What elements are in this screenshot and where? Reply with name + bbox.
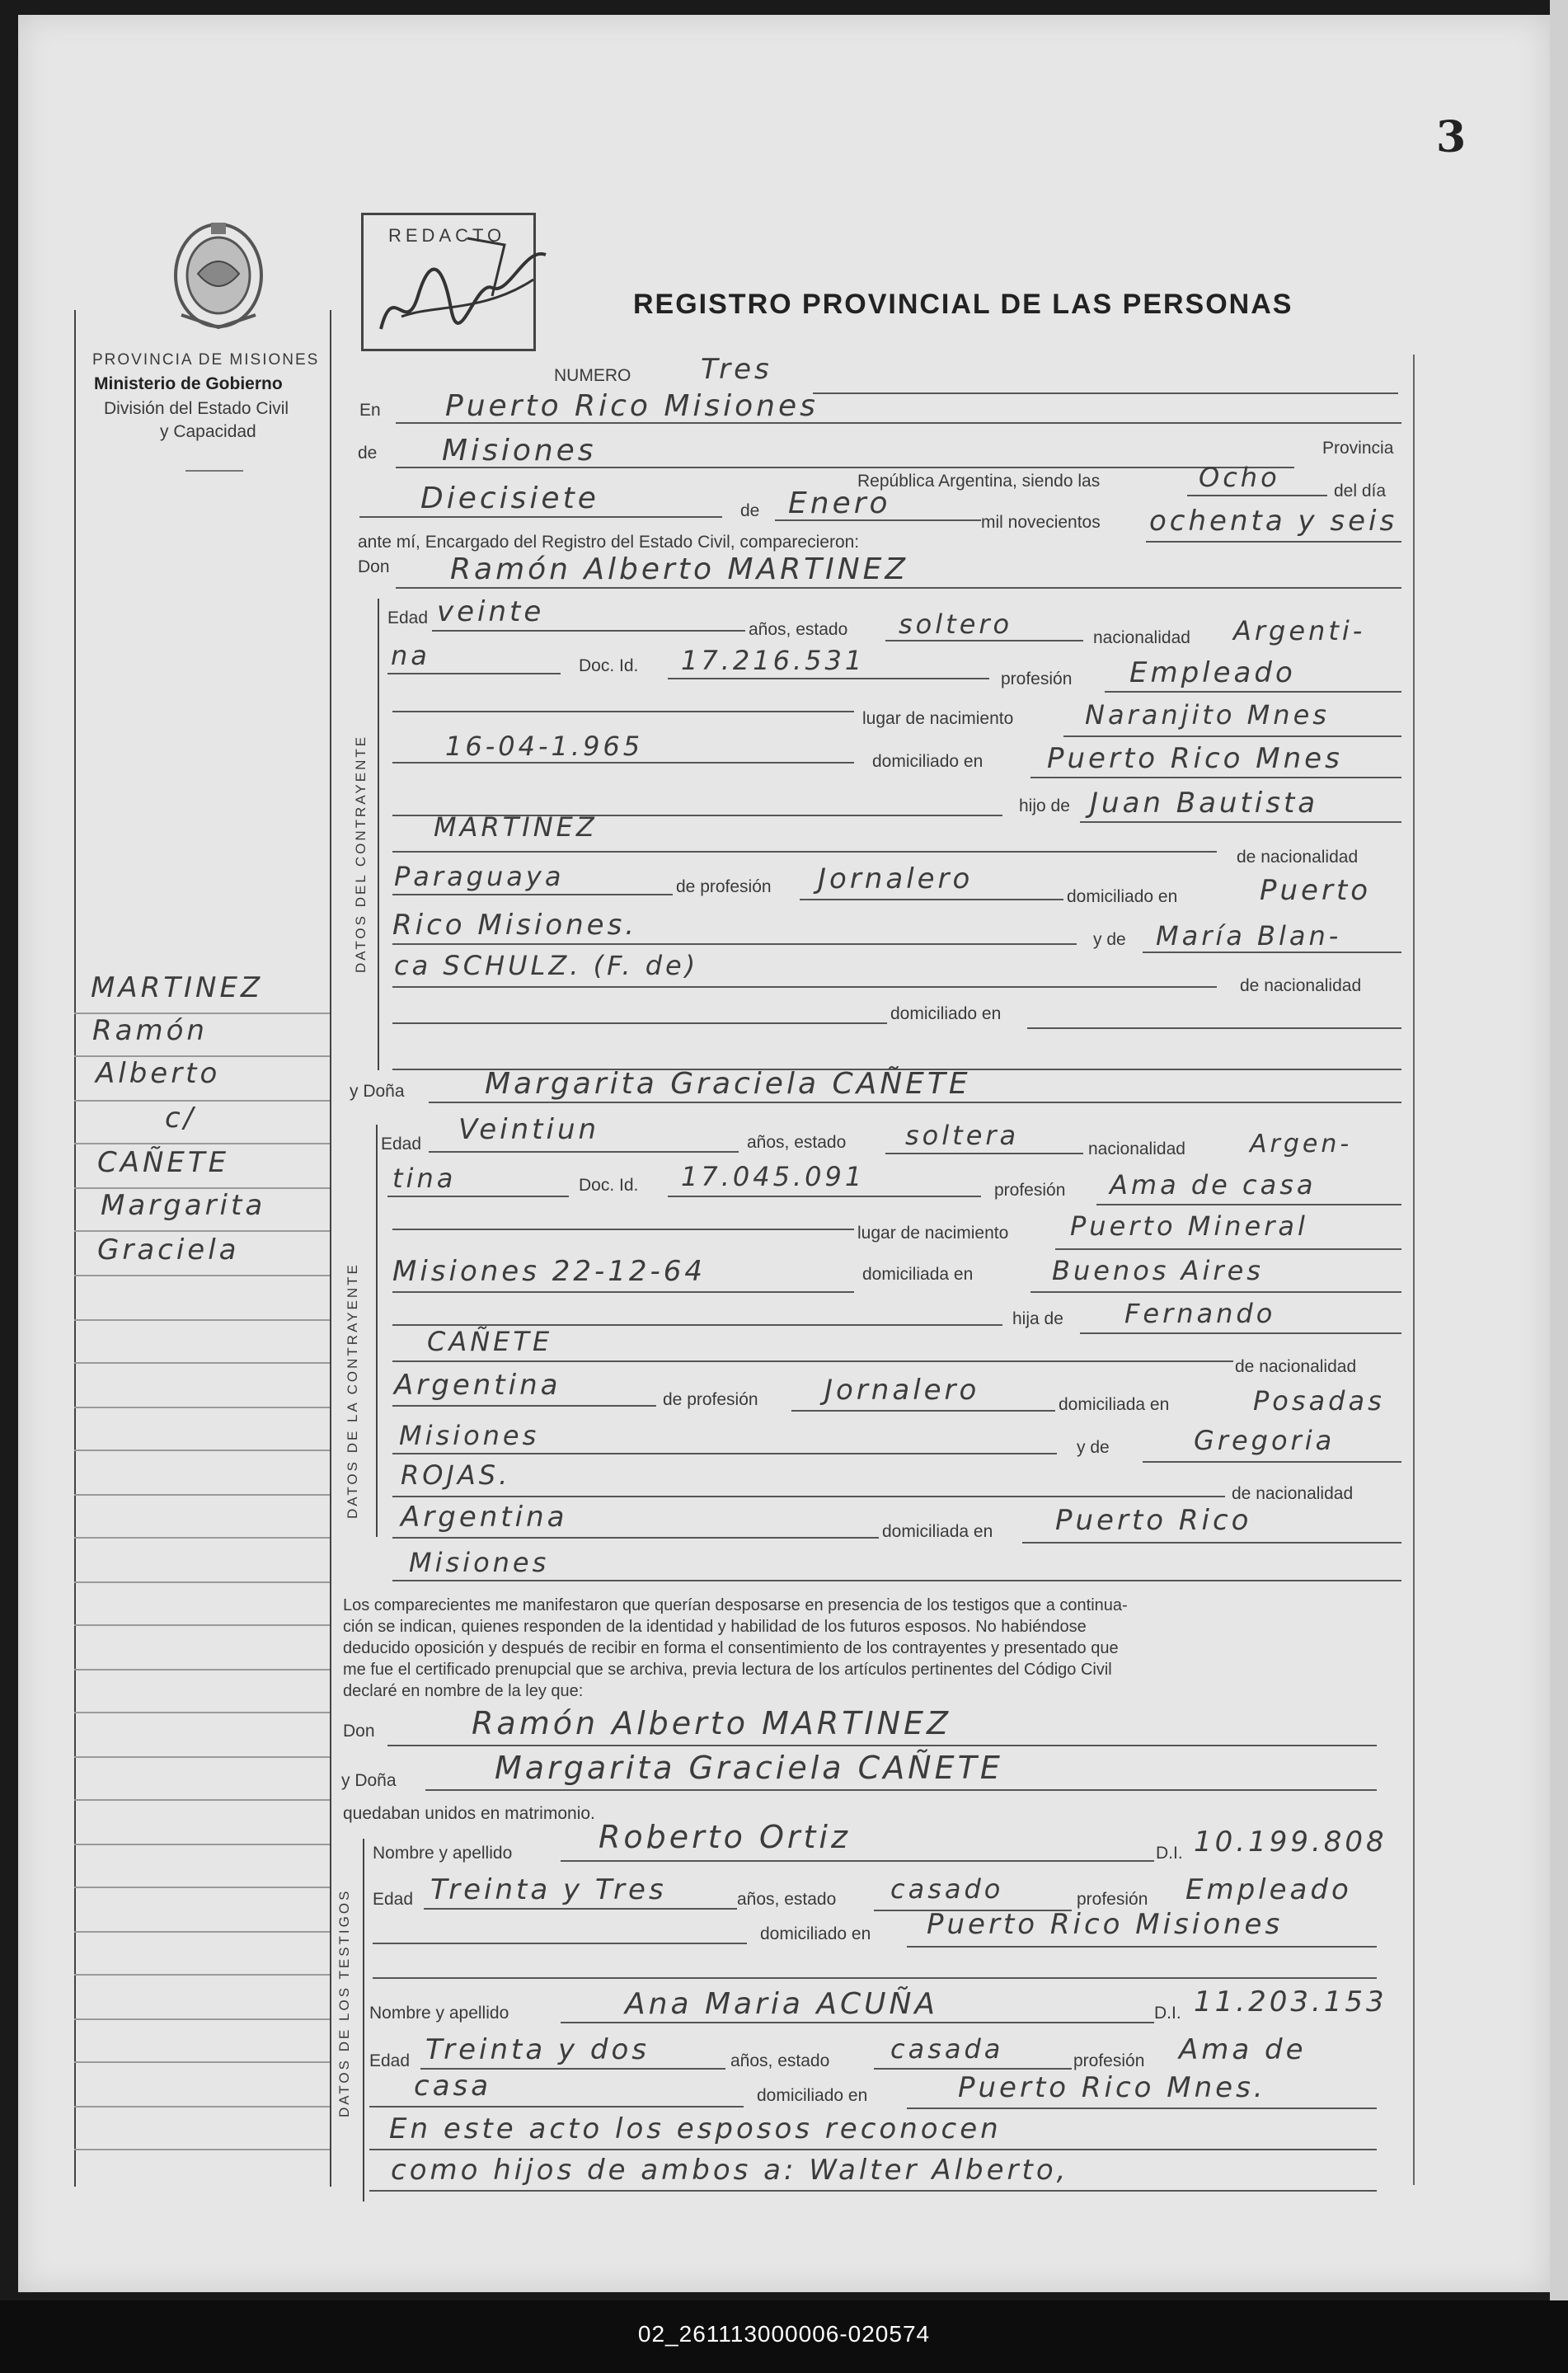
rule [907, 2108, 1377, 2109]
de-nacionalidad-label: de nacionalidad [1240, 976, 1362, 995]
rule [1146, 541, 1401, 543]
witness1-di: 10.199.808 [1194, 1826, 1387, 1858]
bride-age: Veintiun [458, 1113, 600, 1146]
domicilio-label: domiciliado en [872, 752, 984, 771]
rule [425, 1789, 1377, 1791]
de-label: de [358, 444, 378, 463]
rule [392, 851, 1217, 853]
anos-label: años, estado [730, 2051, 830, 2070]
y-de-label: y de [1077, 1438, 1110, 1457]
edad-label: Edad [381, 1135, 422, 1154]
rule [1187, 495, 1327, 496]
rule [1022, 1542, 1401, 1544]
en-label: En [359, 401, 381, 420]
provincial-seal [165, 216, 272, 331]
domicilio-label: domiciliado en [1067, 887, 1178, 906]
stub-rule [74, 1055, 330, 1057]
stub-rule [74, 1450, 330, 1451]
note-line: como hijos de ambos a: Walter Alberto, [391, 2154, 1069, 2187]
rule [668, 1196, 981, 1197]
stub-rule [74, 1624, 330, 1626]
rule [373, 1977, 1377, 1979]
stub-rule [74, 2018, 330, 2020]
witness2-age: Treinta y dos [425, 2033, 650, 2066]
stub-border [74, 310, 76, 2187]
agency-province: PROVINCIA DE MISIONES [92, 351, 320, 369]
margin-note-line: Alberto [96, 1057, 221, 1090]
edad-label: Edad [387, 609, 429, 627]
anos-label: años, estado [747, 1133, 847, 1152]
stub-rule [74, 1887, 330, 1888]
rule [392, 1580, 1401, 1581]
page-number: 3 [1436, 112, 1467, 162]
mil-label: mil novecientos [981, 513, 1101, 532]
stub-rule [74, 1319, 330, 1321]
section-bracket [378, 599, 379, 1070]
stub-rule [74, 1537, 330, 1539]
bride-address: Buenos Aires [1052, 1255, 1264, 1286]
groom-address: Puerto Rico Mnes [1047, 742, 1343, 775]
witness1-age: Treinta y Tres [430, 1873, 667, 1906]
stub-rule [74, 1362, 330, 1364]
rule [392, 894, 673, 895]
declaration-text: Los comparecientes me manifestaron que querían desposarse en presencia de los testigos que a continua- [343, 1596, 1128, 1614]
groom-name: Ramón Alberto MARTINEZ [450, 552, 909, 586]
section-label-groom: DATOS DEL CONTRAYENTE [353, 734, 369, 973]
witness2-profession-cont: casa [414, 2070, 492, 2103]
stub-rule [74, 1494, 330, 1496]
margin-note-line: CAÑETE [97, 1146, 230, 1179]
rule [387, 1745, 1377, 1746]
bride-father: Fernando [1124, 1298, 1276, 1329]
rule [396, 422, 1401, 424]
declaration-text: ción se indican, quienes responden de la identidad y habilidad de los futuros esposos. No habiéndose [343, 1618, 1087, 1636]
di-label: D.I. [1154, 2004, 1181, 2023]
groom-father-address-cont: Rico Misiones. [392, 909, 638, 942]
lugar-label: lugar de nacimiento [857, 1224, 1009, 1243]
place-value: Puerto Rico Misiones [445, 389, 819, 423]
rule [800, 899, 1063, 900]
rule [668, 678, 989, 679]
rule [392, 711, 854, 712]
groom-status: soltero [899, 609, 1013, 640]
rule [1080, 1332, 1401, 1334]
rule [907, 1946, 1377, 1948]
nacionalidad-label: nacionalidad [1093, 628, 1190, 647]
declaration-text: deducido oposición y después de recibir en forma el consentimiento de los contrayentes y presentado que [343, 1639, 1119, 1657]
domicilio-label: domiciliada en [862, 1265, 974, 1284]
groom-doc: 17.216.531 [681, 645, 866, 676]
bride-doc: 17.045.091 [681, 1161, 866, 1192]
rule [561, 2022, 1154, 2023]
section-label-witnesses: DATOS DE LOS TESTIGOS [336, 1888, 352, 2117]
groom-mother: María Blan- [1156, 920, 1342, 952]
de-profesion-label: de profesión [676, 877, 772, 896]
domicilio-label: domiciliada en [882, 1522, 993, 1541]
rule [396, 467, 1294, 468]
rule [561, 1860, 1154, 1862]
groom-birthplace: Naranjito Mnes [1085, 699, 1330, 731]
bride-mother-surname: ROJAS. [401, 1459, 511, 1491]
groom-father: Juan Bautista [1090, 787, 1319, 820]
hija-label: hija de [1012, 1309, 1063, 1328]
de-profesion-label: de profesión [663, 1390, 758, 1409]
redacto-stamp [361, 213, 536, 351]
bride-father-nationality: Argentina [394, 1369, 561, 1402]
section-label-bride: DATOS DE LA CONTRAYENTE [345, 1262, 360, 1519]
de-nacionalidad-label: de nacionalidad [1235, 1357, 1357, 1376]
margin-note-line: MARTINEZ [91, 971, 264, 1004]
rule [392, 1405, 656, 1407]
domicilio-label: domiciliado en [760, 1924, 871, 1943]
rule [424, 1908, 737, 1910]
declaration-text: declaré en nombre de la ley que: [343, 1682, 584, 1700]
bride-father-address: Posadas [1253, 1385, 1385, 1417]
bride-birthplace: Puerto Mineral [1070, 1210, 1308, 1242]
edad-label: Edad [373, 1890, 414, 1909]
witness2-profession: Ama de [1179, 2033, 1307, 2066]
rule [392, 762, 854, 764]
stub-rule [74, 1275, 330, 1276]
bride-mother-nationality: Argentina [401, 1501, 568, 1534]
section-bracket [376, 1125, 378, 1537]
stub-rule [74, 1100, 330, 1102]
don-label: Don [343, 1722, 375, 1741]
witness2-di: 11.203.153 [1194, 1985, 1387, 2018]
stub-rule [74, 1799, 330, 1801]
rule [387, 673, 561, 674]
del-dia-label: del día [1334, 482, 1387, 500]
stub-rule [74, 1974, 330, 1976]
witness2-status: casada [890, 2033, 1004, 2065]
register-title: REGISTRO PROVINCIAL DE LAS PERSONAS [633, 289, 1293, 320]
agency-ministry: Ministerio de Gobierno [94, 374, 283, 393]
y-de-label: y de [1093, 930, 1126, 949]
stub-rule [74, 1581, 330, 1583]
doc-label: Doc. Id. [579, 1176, 639, 1195]
bride-mother: Gregoria [1194, 1425, 1336, 1456]
groom-nationality: Argenti- [1233, 615, 1366, 646]
right-border [1413, 355, 1415, 2185]
bride-nationality-cont: tina [392, 1163, 457, 1194]
rule [392, 1022, 887, 1024]
profesion-label: profesión [1001, 670, 1073, 688]
declaration-text: me fue el certificado prenupcial que se archiva, previa lectura de los artículos pertinentes del Código Civil [343, 1661, 1112, 1679]
rule [885, 640, 1083, 641]
month-value: Enero [788, 486, 891, 520]
de-nacionalidad-label: de nacionalidad [1232, 1484, 1354, 1503]
stub-rule [74, 1712, 330, 1713]
bride-father-surname: CAÑETE [427, 1326, 553, 1357]
rule [1030, 1291, 1401, 1293]
dona-label: y Doña [341, 1771, 397, 1790]
rule [373, 1943, 747, 1944]
rule [369, 2106, 744, 2108]
profesion-label: profesión [1077, 1890, 1148, 1909]
profesion-label: profesión [994, 1181, 1066, 1200]
groom-father-address: Puerto [1260, 874, 1372, 907]
agency-division: División del Estado Civil [104, 399, 289, 418]
stub-divider [330, 310, 331, 2187]
year-value: ochenta y seis [1149, 505, 1398, 538]
rule [874, 2068, 1072, 2070]
rule [1096, 1204, 1401, 1205]
declared-groom: Ramón Alberto MARTINEZ [472, 1705, 952, 1741]
rule [396, 587, 1401, 589]
rule [885, 1153, 1083, 1154]
rule [1080, 821, 1401, 823]
rule [392, 1360, 1233, 1362]
rule [432, 630, 745, 632]
rule [392, 943, 1077, 945]
section-bracket [363, 1839, 364, 2201]
margin-note-line: Ramón [92, 1014, 208, 1047]
rule [1143, 1461, 1401, 1463]
margin-note-line: c/ [165, 1102, 197, 1135]
rule [392, 1537, 879, 1539]
rule [392, 1496, 1225, 1497]
declared-bride: Margarita Graciela CAÑETE [495, 1750, 1003, 1786]
witness2-name: Ana Maria ACUÑA [625, 1987, 939, 2021]
domicilio-label: domiciliada en [1059, 1395, 1170, 1414]
stub-rule [74, 1407, 330, 1408]
rule [791, 1410, 1055, 1412]
bride-father-address-cont: Misiones [399, 1420, 540, 1451]
lugar-label: lugar de nacimiento [862, 709, 1014, 728]
dona-label: y Doña [350, 1082, 405, 1101]
anos-label: años, estado [749, 620, 848, 639]
note-line: En este acto los esposos reconocen [389, 2112, 1002, 2145]
rule [392, 1291, 854, 1293]
groom-father-profession: Jornalero [818, 862, 974, 895]
groom-mother-cont: ca SCHULZ. (F. de) [394, 950, 699, 981]
bride-father-profession: Jornalero [824, 1374, 980, 1407]
quedaban-text: quedaban unidos en matrimonio. [343, 1804, 595, 1823]
stub-rule [74, 1931, 330, 1933]
stamp-label: REDACTO [388, 225, 506, 246]
stub-rule [74, 1187, 330, 1189]
margin-note-line: Margarita [101, 1189, 266, 1222]
ante-label: ante mí, Encargado del Registro del Estado Civil, comparecieron: [358, 533, 860, 552]
doc-label: Doc. Id. [579, 656, 639, 675]
bride-nationality: Argen- [1250, 1130, 1353, 1158]
de-nacionalidad-label: de nacionalidad [1237, 848, 1359, 867]
anos-label: años, estado [737, 1890, 837, 1909]
bride-profession: Ama de casa [1110, 1169, 1317, 1201]
groom-age: veinte [437, 595, 545, 628]
don-label: Don [358, 557, 390, 576]
bride-birthdate: Misiones 22-12-64 [392, 1255, 707, 1288]
stub-rule [74, 2149, 330, 2150]
stamp-signature [369, 230, 558, 354]
nombre-label: Nombre y apellido [373, 1844, 513, 1863]
agency-divider [185, 470, 243, 472]
profesion-label: profesión [1073, 2051, 1145, 2070]
witness1-address: Puerto Rico Misiones [927, 1908, 1284, 1941]
bride-name: Margarita Graciela CAÑETE [485, 1067, 971, 1101]
bride-mother-address-cont: Misiones [409, 1547, 550, 1578]
page-edge [1550, 0, 1568, 2309]
hijo-label: hijo de [1019, 796, 1070, 815]
margin-note-line: Graciela [97, 1233, 240, 1266]
domicilio-label: domiciliado en [890, 1004, 1002, 1023]
rule [429, 1102, 1401, 1103]
rule [1063, 735, 1401, 737]
bride-mother-address: Puerto Rico [1055, 1504, 1252, 1537]
stub-rule [74, 1756, 330, 1758]
rule [392, 1453, 1057, 1454]
rule [1105, 691, 1401, 693]
document-id: 02_261113000006-020574 [637, 2321, 931, 2347]
bride-status: soltera [905, 1120, 1020, 1151]
rule [1055, 1248, 1401, 1250]
nacionalidad-label: nacionalidad [1088, 1140, 1185, 1158]
rule [369, 2149, 1377, 2150]
rule [359, 516, 722, 518]
groom-father-surname: MARTINEZ [434, 811, 598, 843]
witness1-name: Roberto Ortiz [599, 1819, 851, 1855]
stub-rule [74, 2106, 330, 2108]
rule [775, 519, 981, 521]
hour-value: Ocho [1199, 462, 1280, 493]
rule [392, 1229, 854, 1230]
rule [1143, 952, 1401, 953]
rule [1027, 1027, 1401, 1029]
republica-label: República Argentina, siendo las [857, 472, 1101, 491]
rule [1030, 777, 1401, 778]
witness1-profession: Empleado [1185, 1873, 1352, 1906]
groom-birthdate: 16-04-1.965 [445, 731, 644, 762]
rule [369, 2190, 1377, 2192]
witness2-address: Puerto Rico Mnes. [958, 2071, 1266, 2104]
domicilio-label: domiciliado en [757, 2086, 868, 2105]
witness1-status: casado [890, 1873, 1004, 1905]
edad-label: Edad [369, 2051, 411, 2070]
rule [813, 392, 1398, 394]
de-value: Misiones [442, 434, 597, 468]
de-label: de [740, 501, 760, 520]
groom-nationality-cont: na [391, 640, 430, 671]
rule [392, 986, 1217, 988]
stub-rule [74, 1669, 330, 1670]
provincia-label: Provincia [1322, 439, 1394, 458]
numero-label: NUMERO [554, 366, 631, 385]
stub-rule [74, 1143, 330, 1144]
agency-capacity: y Capacidad [160, 422, 256, 441]
stub-rule [74, 1844, 330, 1845]
numero-value: Tres [701, 353, 772, 386]
rule [387, 1196, 569, 1197]
groom-father-nationality: Paraguaya [394, 861, 565, 892]
stub-rule [74, 2061, 330, 2063]
day-value: Diecisiete [420, 482, 599, 515]
stub-rule [74, 1013, 330, 1014]
stub-rule [74, 1230, 330, 1232]
rule [429, 1151, 739, 1153]
nombre-label: Nombre y apellido [369, 2004, 509, 2023]
di-label: D.I. [1156, 1844, 1183, 1863]
groom-profession: Empleado [1129, 656, 1296, 689]
